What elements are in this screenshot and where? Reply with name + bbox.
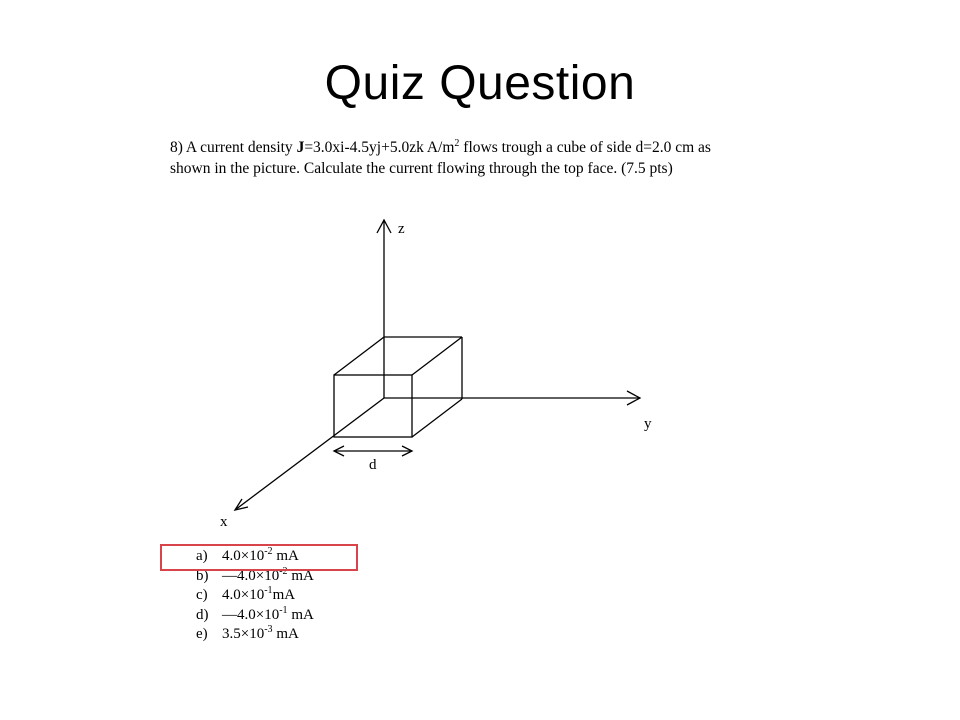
answer-unit: mA bbox=[287, 567, 314, 584]
answer-exponent: -3 bbox=[264, 624, 273, 635]
selected-answer-highlight bbox=[160, 544, 358, 571]
question-line-2: shown in the picture. Calculate the current flowing through the top face. (7.5 pts) bbox=[170, 160, 673, 177]
x-axis-line bbox=[235, 398, 384, 510]
question-line-1-pre: 8) A current density bbox=[170, 139, 297, 156]
cube-top-left-edge bbox=[334, 337, 384, 375]
answer-base: 3.5×10 bbox=[222, 626, 265, 642]
answer-exponent: -2 bbox=[279, 565, 288, 577]
slide-title: Quiz Question bbox=[324, 57, 636, 110]
answer-letter: e) bbox=[196, 626, 208, 642]
question-line-1-post: flows trough a cube of side d=2.0 cm as bbox=[459, 139, 711, 156]
current-density-symbol: J bbox=[296, 139, 305, 156]
answer-letter: d) bbox=[196, 606, 209, 623]
answer-base: —4.0×10 bbox=[222, 567, 280, 584]
answer-base: 4.0×10 bbox=[222, 587, 265, 603]
unit-exponent: 2 bbox=[454, 137, 460, 149]
answer-letter: a) bbox=[196, 548, 208, 564]
answer-exponent: -1 bbox=[264, 585, 273, 596]
cube-top-right-edge bbox=[412, 337, 462, 375]
answer-exponent: -1 bbox=[279, 604, 288, 616]
answer-unit: mA bbox=[287, 606, 314, 623]
cube-bottom-right-edge bbox=[412, 399, 462, 437]
answer-unit: mA bbox=[272, 548, 299, 564]
answer-base: 4.0×10 bbox=[222, 548, 265, 564]
answer-exponent: -2 bbox=[264, 546, 273, 557]
answer-unit: mA bbox=[272, 626, 299, 642]
answer-option-c[interactable] bbox=[196, 586, 314, 606]
answer-base: —4.0×10 bbox=[222, 606, 280, 623]
answer-letter: c) bbox=[196, 587, 208, 603]
dimension-label: d bbox=[369, 457, 377, 473]
question-line-1-mid: =3.0xi-4.5yj+5.0zk A/m bbox=[304, 139, 455, 156]
y-axis-label: y bbox=[644, 416, 652, 432]
answer-unit: mA bbox=[272, 587, 296, 603]
answer-letter: b) bbox=[196, 567, 209, 584]
z-axis-label: z bbox=[398, 221, 405, 237]
x-axis-label: x bbox=[220, 514, 228, 530]
answer-option-d[interactable] bbox=[196, 606, 314, 626]
answer-option-e[interactable] bbox=[196, 625, 314, 645]
